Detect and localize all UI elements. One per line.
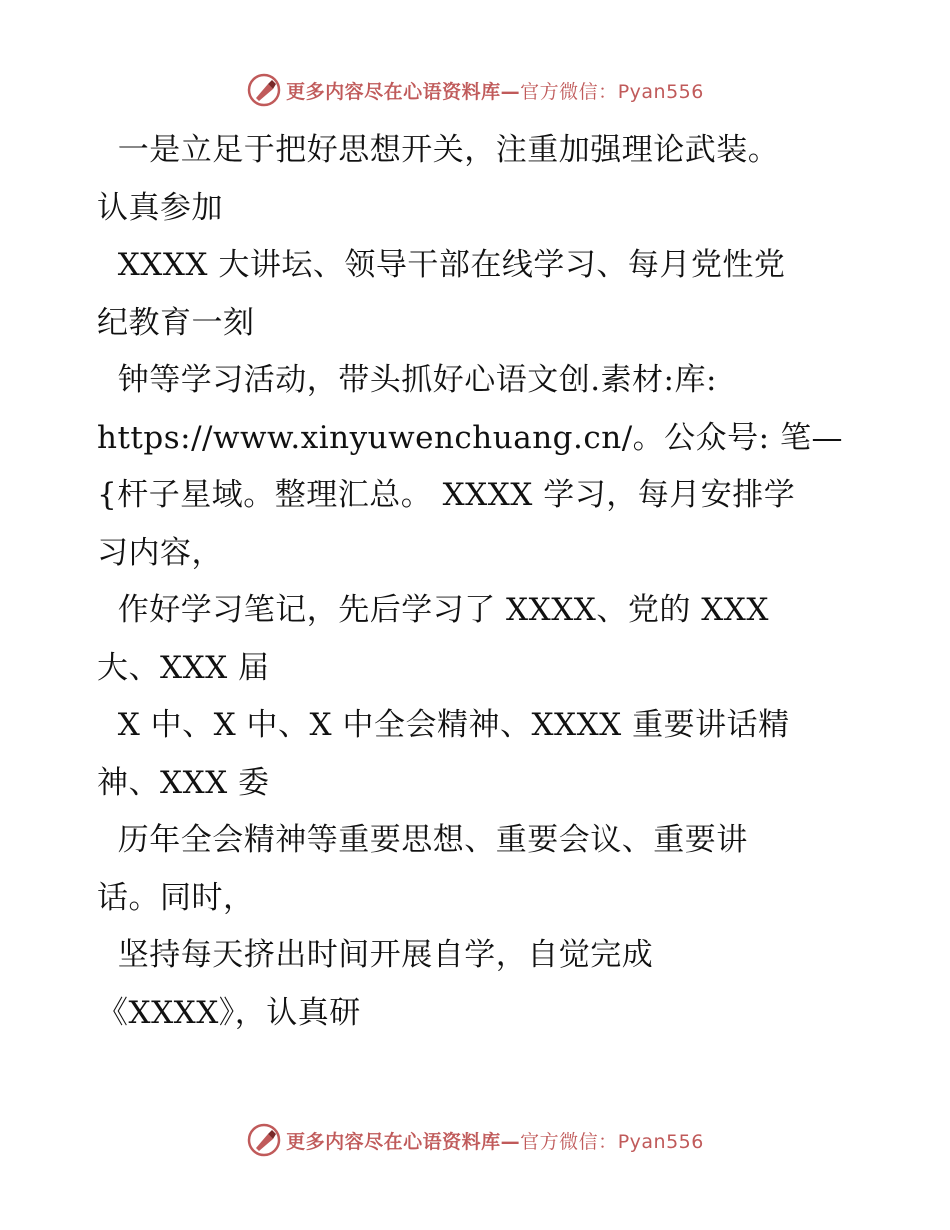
pen-nib-logo-icon — [246, 72, 282, 108]
footer-dash: — — [500, 1130, 521, 1153]
footer-wechat-label: 官方微信： — [520, 1130, 618, 1153]
footer-brand: 更多内容尽在心语资料库 — [286, 1130, 501, 1153]
body-line: https://www.xinyuwenchuang.cn/。公众号: 笔— — [97, 419, 843, 456]
header-watermark — [0, 70, 950, 110]
body-line: 大、XXX 届 — [97, 649, 270, 686]
body-line: 话。同时， — [97, 879, 255, 916]
document-body — [97, 122, 857, 1042]
body-line: 历年全会精神等重要思想、重要会议、重要讲 — [97, 822, 748, 858]
body-line: X 中、X 中、X 中全会精神、XXXX 重要讲话精 — [97, 707, 790, 743]
body-line: 习内容， — [97, 534, 223, 571]
header-dash: — — [500, 80, 521, 103]
pen-nib-logo-icon — [246, 1122, 282, 1158]
header-text — [286, 77, 704, 104]
body-line: 神、XXX 委 — [97, 764, 270, 801]
body-line: 作好学习笔记，先后学习了 XXXX、党的 XXX — [97, 592, 769, 628]
header-brand: 更多内容尽在心语资料库 — [286, 80, 501, 103]
header-wechat-id: Pyan556 — [617, 80, 704, 103]
body-line: 一是立足于把好思想开关，注重加强理论武装。 — [97, 132, 780, 168]
footer-wechat-id: Pyan556 — [617, 1130, 704, 1153]
body-line: XXXX 大讲坛、领导干部在线学习、每月党性党 — [97, 247, 786, 283]
header-wechat-label: 官方微信： — [520, 80, 618, 103]
body-line: 纪教育一刻 — [97, 304, 255, 341]
footer-text — [286, 1127, 704, 1154]
body-line: 钟等学习活动，带头抓好心语文创.素材:库: — [97, 362, 717, 398]
body-line: 坚持每天挤出时间开展自学，自觉完成 — [97, 937, 654, 973]
body-line: 《XXXX》，认真研 — [97, 994, 361, 1031]
footer-watermark — [0, 1120, 950, 1160]
body-line: {杆子星域。整理汇总。 XXXX 学习，每月安排学 — [97, 477, 796, 513]
body-line: 认真参加 — [97, 189, 223, 226]
